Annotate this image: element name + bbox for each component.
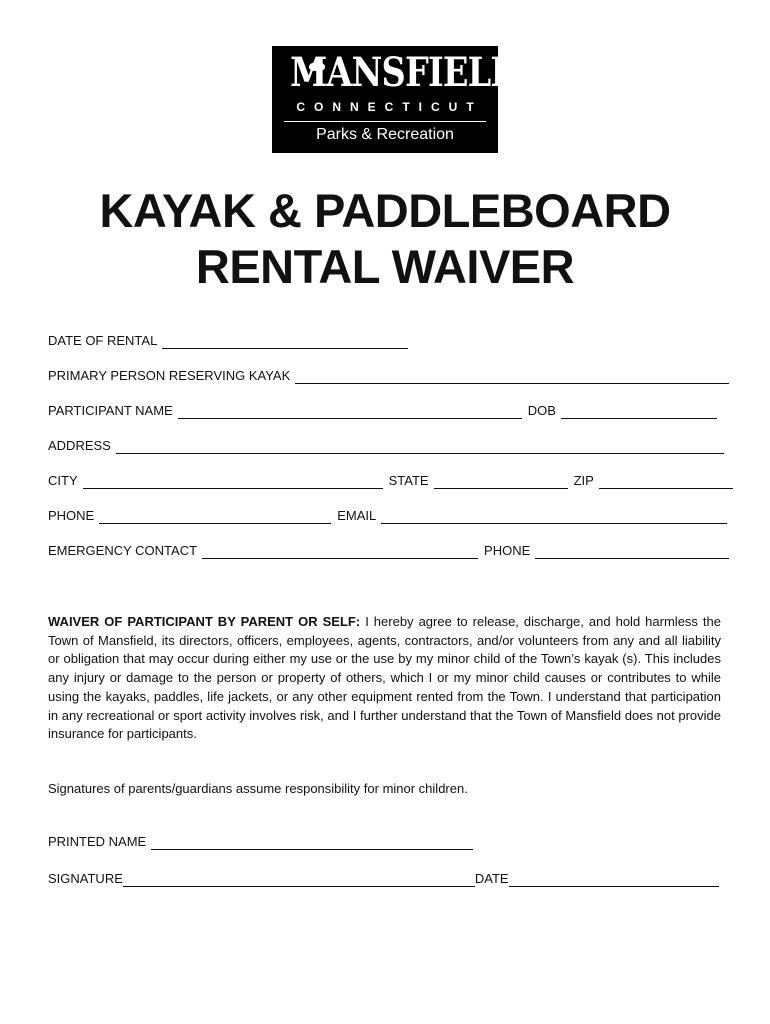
waiver-body: I hereby agree to release, discharge, and hold harmless the Town of Mansfield, its directors, officers, employees, agents, contractors, and/or volunteers from any and all liability or obligation that may occur during either my use or the use by my minor child of the Town’s kayak (s). This includes any injury or damage to the person or property of others, which I or my minor child causes or contributes to while using the kayaks, paddles, life jackets, or any other equipment rented from the Town. I understand that participation in any recreational or sport activity involves risk, and I further understand that the Town of Mansfield does not provide insurance for participants. <box>48 614 721 742</box>
waiver-paragraph <box>48 613 721 744</box>
logo-state: CONNECTICUT <box>296 100 483 114</box>
primary-person-field[interactable] <box>295 371 729 384</box>
logo-divider <box>284 121 486 122</box>
date-of-rental-row <box>48 333 408 349</box>
logo-department: Parks & Recreation <box>316 126 454 143</box>
dob-label: DOB <box>527 403 556 418</box>
emergency-phone-field[interactable] <box>535 546 729 559</box>
zip-label: ZIP <box>573 473 594 488</box>
primary-person-row <box>48 368 729 384</box>
printed-name-label: PRINTED NAME <box>48 834 147 849</box>
date-of-rental-field[interactable] <box>162 336 408 349</box>
waiver-heading: WAIVER OF PARTICIPANT BY PARENT OR SELF: <box>48 614 361 629</box>
phone-email-row <box>48 508 727 524</box>
city-label: CITY <box>48 473 78 488</box>
date-of-rental-label: DATE OF RENTAL <box>48 333 158 348</box>
title-line-1: KAYAK & PADDLEBOARD <box>99 184 671 237</box>
emergency-contact-label: EMERGENCY CONTACT <box>48 543 198 558</box>
signature-date-label: DATE <box>474 871 509 886</box>
signature-label: SIGNATURE <box>48 871 123 886</box>
dob-field[interactable] <box>561 406 717 419</box>
participant-row <box>48 403 717 419</box>
signature-field[interactable] <box>123 874 475 887</box>
address-row <box>48 438 724 454</box>
printed-name-field[interactable] <box>151 837 473 850</box>
address-label: ADDRESS <box>48 438 111 453</box>
emergency-phone-label: PHONE <box>484 543 531 558</box>
printed-name-row <box>48 834 473 850</box>
primary-person-label: PRIMARY PERSON RESERVING KAYAK <box>48 368 291 383</box>
title-line-2: RENTAL WAIVER <box>195 240 575 293</box>
state-label: STATE <box>388 473 429 488</box>
zip-field[interactable] <box>599 476 733 489</box>
email-field[interactable] <box>381 511 727 524</box>
state-field[interactable] <box>434 476 568 489</box>
emergency-contact-field[interactable] <box>202 546 478 559</box>
mansfield-logo <box>272 46 519 153</box>
address-field[interactable] <box>116 441 724 454</box>
guardian-note: Signatures of parents/guardians assume responsibility for minor children. <box>48 781 468 796</box>
page-title <box>0 183 770 295</box>
city-row <box>48 473 733 489</box>
emergency-row <box>48 543 729 559</box>
email-label: EMAIL <box>337 508 377 523</box>
logo-name: MANSFIELD <box>290 49 519 96</box>
phone-field[interactable] <box>99 511 331 524</box>
city-field[interactable] <box>83 476 383 489</box>
signature-date-field[interactable] <box>509 874 719 887</box>
participant-name-label: PARTICIPANT NAME <box>48 403 173 418</box>
phone-label: PHONE <box>48 508 95 523</box>
signature-row <box>48 871 719 887</box>
participant-name-field[interactable] <box>178 406 522 419</box>
